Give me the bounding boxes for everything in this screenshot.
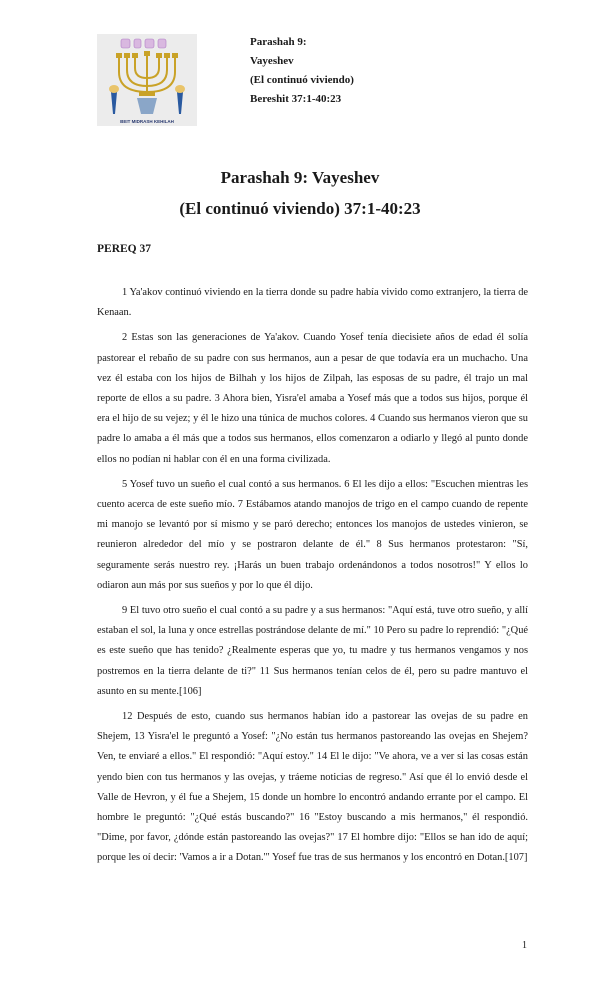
header-line-name: Vayeshev [250, 55, 294, 67]
document-header [250, 33, 354, 109]
page-number: 1 [522, 940, 527, 951]
logo-caption: BEIT MIDRASH KEHILAH [120, 119, 174, 124]
page-subtitle: (El continuó viviendo) 37:1-40:23 [179, 199, 421, 218]
paragraph: 9 El tuvo otro sueño el cual contó a su padre y a sus hermanos: "Aquí está, tuve otro sueño, y allí estaban el sol, la luna y once estrellas postrándose delante de mí." 10 Pero su padre lo reprendió: "¿Qué es este sueño que has tenido? ¿Realmente esperas que yo, tu madre y tus hermanos vengamos y nos postremos en la tierra delante de ti?" 11 Sus hermanos tenían celos de él, pero su padre mantuvo el asunto en su mente.[106] [97, 605, 528, 697]
header-line-parashah: Parashah 9: [250, 36, 307, 48]
header-line-reference: Bereshit 37:1-40:23 [250, 93, 342, 105]
menorah-icon [97, 34, 197, 126]
logo [97, 34, 197, 126]
paragraph: 5 Yosef tuvo un sueño el cual contó a sus hermanos. 6 El les dijo a ellos: "Escuchen mientras les cuento acerca de este sueño mío. 7 Estábamos atando manojos de trigo en el campo cuando de repente mi manojo se levantó por sí mismo y se paró derecho; entonces los manojos de ustedes vinieron, se reunieron alrededor del mío y se postraron delante de él." 8 Sus hermanos protestaron: "Sí, seguramente serás nuestro rey. ¡Harás un buen trabajo ordenándonos a todos nosotros!" Y ellos lo odiaron aun más por sus sueños y por lo que él dijo. [97, 478, 528, 591]
paragraph: 12 Después de esto, cuando sus hermanos habían ido a pastorear las ovejas de su padre en Shejem, 13 Yisra'el le preguntó a Yosef: "¿No están tus hermanos pastoreando las ovejas en Shejem? Ven, te enviaré a ellos." El respondió: "Aquí estoy." 14 El le dijo: "Ve ahora, ve a ver si las cosas están yendo bien con tus hermanos y las ovejas, y tráeme noticias de regreso." Así que él lo envió desde el Valle de Hevron, y él fue a Shejem, 15 donde un hombre lo encontró andando errante por el campo. El hombre le preguntó: "¿Qué estás buscando?" 16 "Estoy buscando a mis hermanos," él respondió. "Dime, por favor, ¿dónde están pastoreando las ovejas?" 17 El hombre dijo: "Ellos se han ido de aquí; porque les oí decir: 'Vamos a ir a Dotan.'" Yosef fue tras de sus hermanos y los encontró en Dotan.[107] [97, 711, 528, 864]
header-line-meaning: (El continuó viviendo) [250, 74, 354, 86]
paragraph: 2 Estas son las generaciones de Ya'akov. Cuando Yosef tenía diecisiete años de edad él solía pastorear el rebaño de su padre con sus hermanos, aun a pesar de que todavía era un muchacho. Una vez él estaba con los hijos de Bilhah y los hijos de Zilpah, las esposas de su padre, él trajo un mal reporte de ellos a su padre. 3 Ahora bien, Yisra'el amaba a Yosef más que a todos sus hijos, porque él era el hijo de su vejez; y él le hizo una túnica de muchos colores. 4 Cuando sus hermanos vieron que su padre lo amaba a él más que a todos sus hermanos, ellos comenzaron a odiarlo y llegó al punto donde ellos no podían ni hablar con él en una forma civilizada. [97, 332, 528, 465]
chapter-heading: PEREQ 37 [97, 243, 151, 255]
paragraph: 1 Ya'akov continuó viviendo en la tierra donde su padre había vivido como extranjero, la tierra de Kenaan. [97, 287, 528, 319]
body-text [97, 283, 528, 874]
page-title: Parashah 9: Vayeshev [220, 168, 380, 187]
